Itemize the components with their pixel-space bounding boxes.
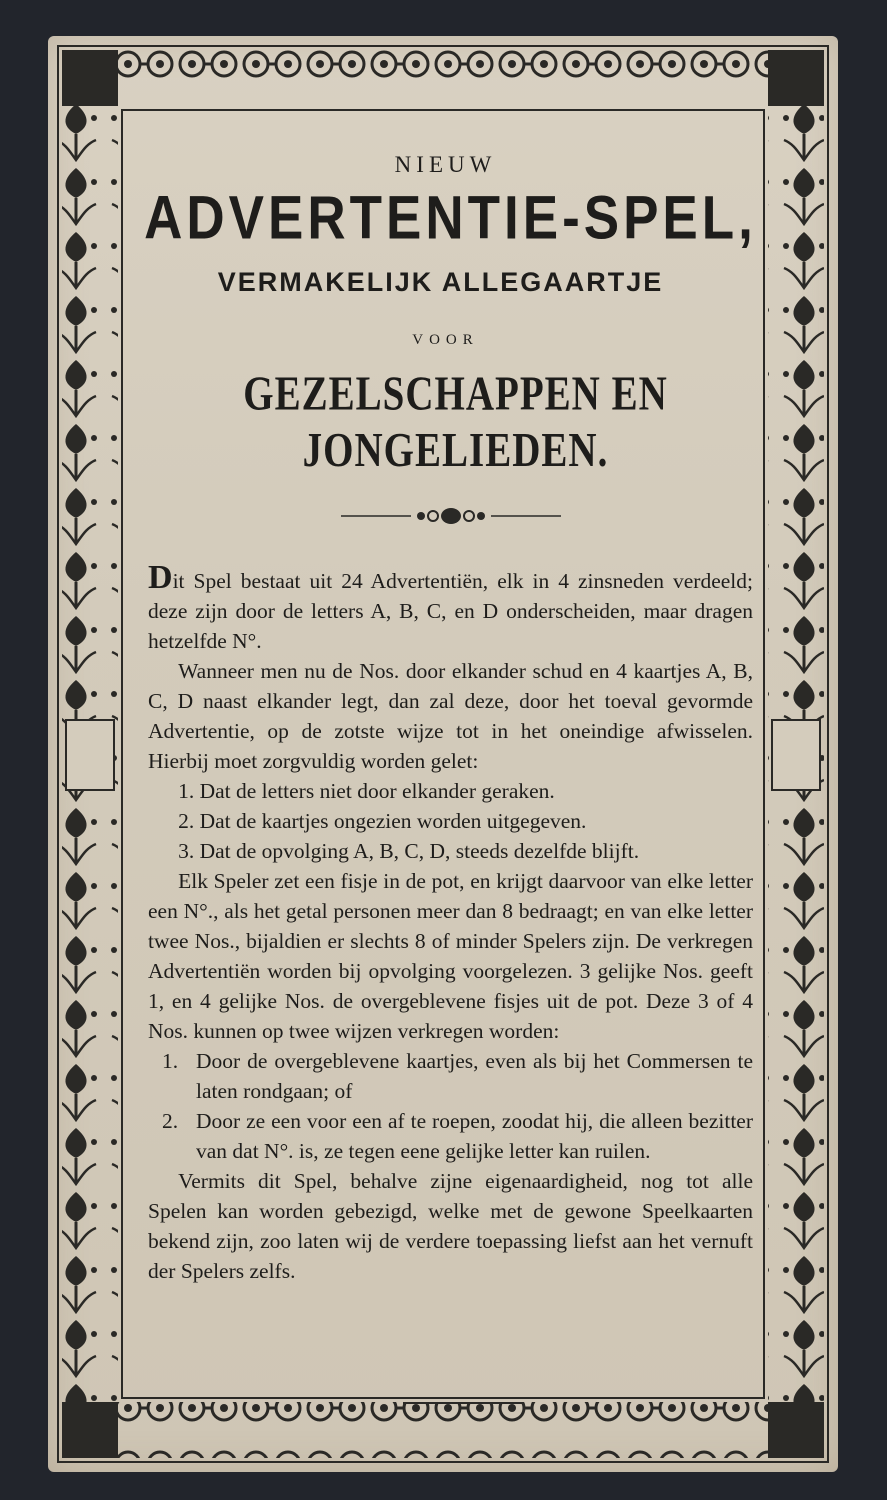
heading-nieuw: NIEUW [394, 152, 497, 177]
audience-heading: GEZELSCHAPPEN EN JONGELIEDEN. [243, 367, 668, 477]
way-1 [148, 1046, 753, 1106]
body-text [148, 559, 753, 1286]
rule-2: 2. Dat de kaartjes ongezien worden uitgegeven. [178, 809, 587, 833]
divider-ornament [341, 505, 561, 527]
paragraph-1-text: it Spel bestaat uit 24 Advertentiën, elk in 4 zinsneden verdeeld; deze zijn door de letters A, B, C, en D onderscheiden, maar dragen hetzelfde N°. [148, 569, 753, 653]
paragraph-4: Vermits dit Spel, behalve zijne eigenaardigheid, nog tot alle Spelen kan worden gebezigd, welke met de gewone Speelkaarten bekend zijn, zoo laten wij de verdere toepassing liefst aan het vernuft der Spelers zelfs. [148, 1169, 753, 1283]
paragraph-3: Elk Speler zet een fisje in de pot, en krijgt daarvoor van elke letter een N°., als het getal personen meer dan 8 bedraagt; en van elke letter twee Nos., bijaldien er slechts 8 of minder Spelers zijn. De verkregen Advertentiën worden bij opvolging voorgelezen. 3 gelijke Nos. geeft 1, en 4 gelijke Nos. de overgeblevene fisjes uit de pot. Deze 3 of 4 Nos. kunnen op twee wijzen verkregen worden: [148, 869, 753, 1043]
document-content [144, 136, 757, 1286]
main-title: ADVERTENTIE-SPEL, [144, 184, 757, 253]
paragraph-2: Wanneer men nu de Nos. door elkander schud en 4 kaartjes A, B, C, D naast elkander legt, dan zal deze, door het toeval gevormde Advertentie, op de zotste wijze tot in het oneindige afwisselen. Hierbij moet zorgvuldig worden gelet: [148, 659, 753, 773]
drop-cap: D [148, 559, 173, 596]
subtitle: VERMAKELIJK ALLEGAARTJE [217, 267, 664, 297]
way-1-text: Door de overgeblevene kaartjes, even als bij het Commersen te laten rondgaan; of [196, 1049, 753, 1103]
closing-rule [403, 1402, 523, 1404]
heading-voor: VOOR [412, 332, 479, 348]
game-card [48, 36, 838, 1472]
rule-3: 3. Dat de opvolging A, B, C, D, steeds dezelfde blijft. [178, 839, 640, 863]
way-2 [148, 1106, 753, 1166]
way-2-number: 2. [162, 1109, 179, 1133]
way-2-text: Door ze een voor een af te roepen, zoodat hij, die alleen bezitter van dat N°. is, ze tegen eene gelijke letter kan ruilen. [196, 1109, 753, 1163]
rule-1: 1. Dat de letters niet door elkander geraken. [178, 779, 555, 803]
paragraph-1 [148, 559, 753, 656]
way-1-number: 1. [162, 1049, 179, 1073]
